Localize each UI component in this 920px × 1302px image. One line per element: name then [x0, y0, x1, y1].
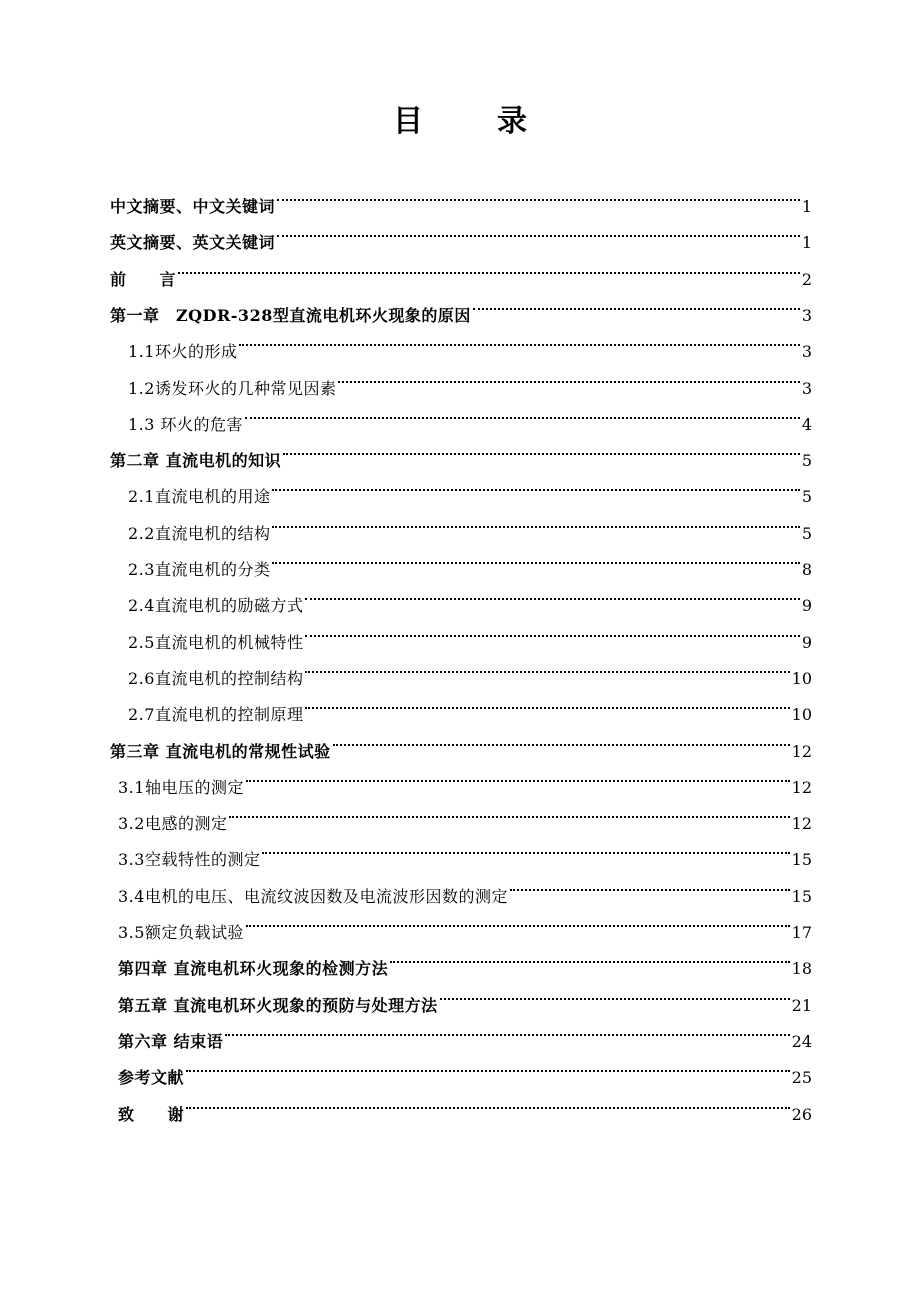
toc-entry-page-number: 4	[801, 414, 812, 434]
toc-entry-page-number: 26	[791, 1104, 812, 1124]
toc-dot-leader	[246, 763, 790, 793]
toc-dot-leader	[283, 436, 800, 466]
toc-entry	[128, 509, 812, 543]
toc-entry	[118, 944, 812, 979]
toc-entry-label: 3.3空载特性的测定	[118, 850, 261, 870]
toc-entry-page-number: 12	[791, 814, 812, 834]
toc-dot-leader	[178, 255, 800, 285]
toc-entry	[118, 981, 812, 1015]
toc-entry-page-number: 10	[791, 705, 812, 725]
toc-entry-page-number: 5	[801, 451, 812, 471]
toc-entry-label: 第二章 直流电机的知识	[110, 451, 282, 471]
toc-entry-label: 2.1直流电机的用途	[128, 487, 271, 507]
toc-entry	[118, 835, 812, 870]
toc-entry-label: 1.1环火的形成	[128, 342, 238, 362]
toc-entry	[128, 400, 812, 434]
toc-entry-label: 3.1轴电压的测定	[118, 777, 244, 797]
toc-entry	[118, 908, 812, 942]
toc-dot-leader	[272, 545, 799, 575]
toc-entry-page-number: 25	[791, 1068, 812, 1088]
toc-entry-page-number: 2	[801, 269, 812, 289]
toc-entry-label: 第六章 结束语	[118, 1031, 224, 1051]
toc-entry-page-number: 1	[801, 197, 812, 216]
toc-entry-page-number: 9	[801, 632, 812, 652]
toc-entry-label: 中文摘要、中文关键词	[110, 197, 276, 216]
toc-dot-leader	[277, 218, 800, 248]
toc-dot-leader	[225, 1017, 790, 1047]
toc-entry-label: 3.4电机的电压、电流纹波因数及电流波形因数的测定	[118, 886, 508, 906]
toc-dot-leader	[305, 581, 799, 611]
toc-dot-leader	[246, 908, 790, 938]
toc-entry-page-number: 15	[791, 850, 812, 870]
toc-entry	[110, 727, 812, 761]
toc-entry-page-number: 24	[791, 1031, 812, 1051]
toc-dot-leader	[245, 400, 800, 430]
toc-entry	[128, 472, 812, 507]
toc-dot-leader	[239, 327, 799, 357]
toc-entry	[128, 618, 812, 652]
toc-entry-label: 致 谢	[118, 1104, 185, 1124]
toc-entry	[110, 218, 812, 253]
toc-entry-label: 1.2诱发环火的几种常见因素	[128, 378, 337, 398]
toc-entry-label: 1.3 环火的危害	[128, 414, 244, 434]
toc-dot-leader	[305, 690, 789, 720]
toc-dot-leader	[272, 472, 799, 502]
toc-entry-label: 3.2电感的测定	[118, 814, 228, 834]
toc-dot-leader	[272, 509, 799, 539]
toc-entry-label: 2.2直流电机的结构	[128, 523, 271, 543]
toc-dot-leader	[333, 727, 790, 757]
toc-entry-label: 2.4直流电机的励磁方式	[128, 596, 304, 616]
toc-entry	[128, 364, 812, 398]
toc-entry-page-number: 21	[791, 995, 812, 1015]
toc-entry-page-number: 5	[801, 487, 812, 507]
toc-entry	[118, 1090, 812, 1124]
toc-entry-page-number: 1	[801, 233, 812, 253]
toc-entry	[110, 291, 812, 325]
toc-entry-page-number: 9	[801, 596, 812, 616]
toc-dot-leader	[473, 291, 800, 321]
toc-entry-label: 前 言	[110, 269, 177, 289]
toc-entry-label: 2.5直流电机的机械特性	[128, 632, 304, 652]
toc-entry-label: 第四章 直流电机环火现象的检测方法	[118, 959, 389, 979]
toc-dot-leader	[229, 799, 789, 829]
toc-entry	[110, 182, 812, 216]
toc-entry-label: 第一章 ZQDR-328型直流电机环火现象的原因	[110, 305, 471, 325]
toc-entry	[128, 545, 812, 579]
toc-entry-page-number: 3	[801, 305, 812, 325]
toc-dot-leader	[338, 364, 799, 394]
toc-entry	[110, 255, 812, 289]
toc-entry	[118, 799, 812, 834]
toc-entry	[118, 763, 812, 797]
toc-entry	[128, 690, 812, 725]
toc-entry-label: 第五章 直流电机环火现象的预防与处理方法	[118, 995, 438, 1015]
toc-entry-page-number: 17	[791, 923, 812, 942]
toc-dot-leader	[186, 1090, 790, 1120]
toc-entry-page-number: 15	[791, 886, 812, 906]
toc-entry	[128, 581, 812, 616]
toc-entry-page-number: 12	[791, 741, 812, 761]
toc-dot-leader	[390, 944, 790, 974]
toc-entry	[128, 654, 812, 688]
toc-entry-page-number: 12	[791, 777, 812, 797]
toc-entry-label: 2.6直流电机的控制结构	[128, 668, 304, 688]
toc-entry-page-number: 3	[801, 342, 812, 362]
toc-entry-label: 第三章 直流电机的常规性试验	[110, 741, 331, 761]
toc-dot-leader	[305, 654, 789, 684]
toc-entry-page-number: 10	[791, 668, 812, 688]
toc-dot-leader	[262, 835, 789, 865]
toc-dot-leader	[277, 182, 800, 212]
toc-entry-page-number: 18	[791, 959, 812, 979]
toc-entry-page-number: 3	[801, 378, 812, 398]
toc-entry-label: 参考文献	[118, 1068, 185, 1088]
toc-dot-leader	[186, 1053, 790, 1083]
toc-entry-label: 2.3直流电机的分类	[128, 560, 271, 579]
toc-entry-label: 英文摘要、英文关键词	[110, 233, 276, 253]
toc-entry-page-number: 5	[801, 523, 812, 543]
toc-entry-page-number: 8	[801, 560, 812, 579]
toc-dot-leader	[510, 872, 790, 902]
toc-entry	[118, 1017, 812, 1051]
toc-entry-label: 3.5额定负载试验	[118, 923, 244, 942]
toc-entry-label: 2.7直流电机的控制原理	[128, 705, 304, 725]
toc-entry	[128, 327, 812, 362]
toc-entry	[110, 436, 812, 471]
page-title: 目 录	[393, 104, 549, 139]
toc-dot-leader	[305, 618, 799, 648]
toc-entry	[118, 1053, 812, 1088]
toc-dot-leader	[440, 981, 790, 1011]
toc-entry	[118, 872, 812, 906]
